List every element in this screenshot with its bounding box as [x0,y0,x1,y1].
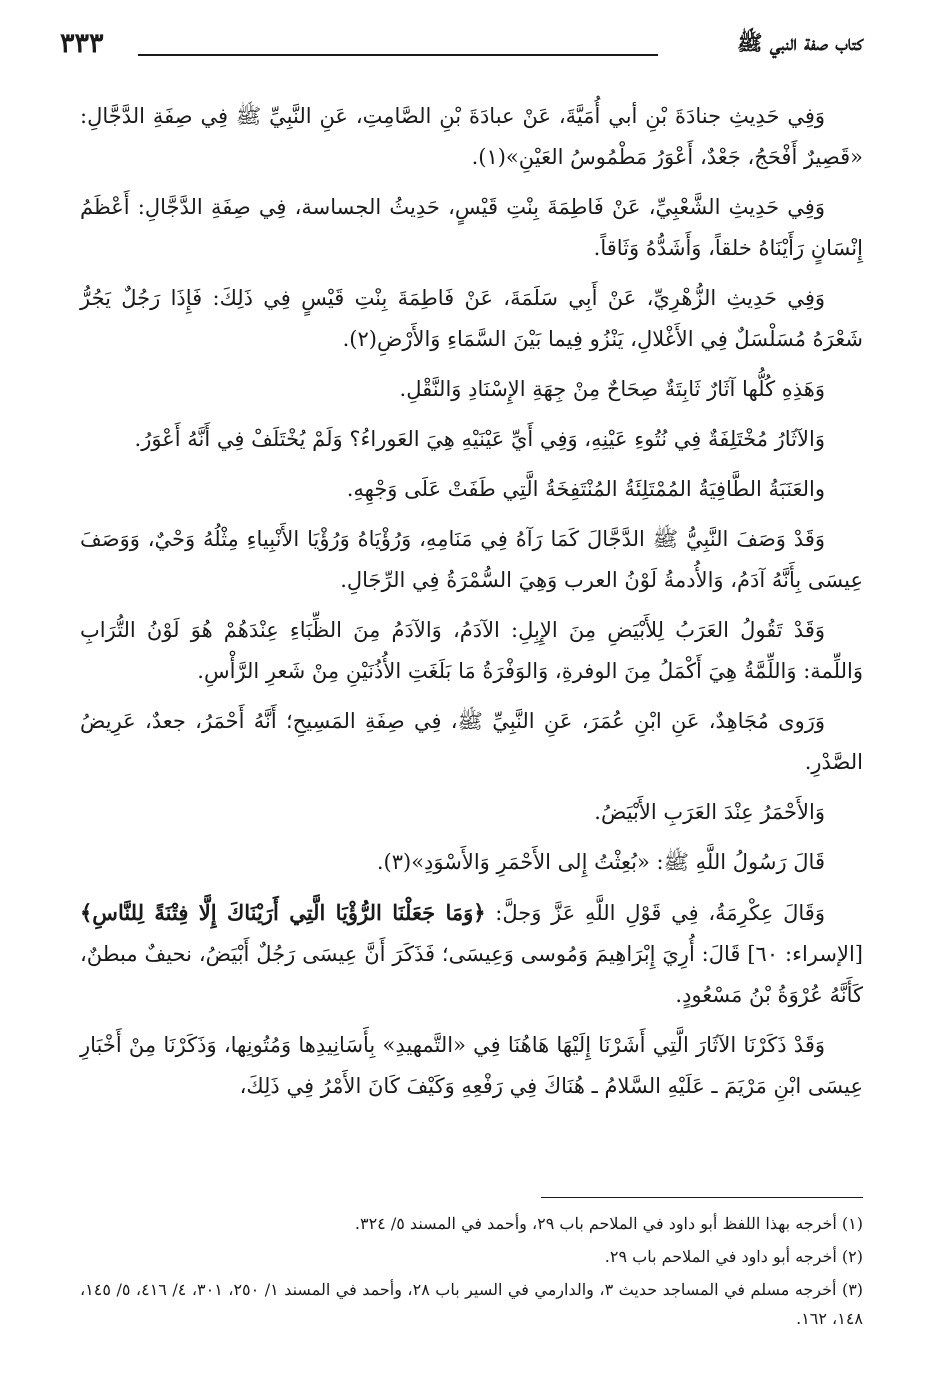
paragraph-shabi-hadith: وَفِي حَدِيثِ الشَّعْبِيِّ، عَنْ فَاطِمَةَ بِنْتِ قَيْسٍ، حَدِيثُ الجساسة، فِي صِفَةِ الدَّجَّالِ: أَعْظَمُ إِنْسَانٍ رَأَيْنَاهُ خلقاً، وَأَشَدُّهُ وَثَاقاً. [80,195,863,260]
page-number: ٣٣٣ [60,28,104,59]
footnote-1: (١) أخرجه بهذا اللفظ أبو داود في الملاحم باب ٢٩، وأحمد في المسند ٥/ ٣٢٤. [354,1214,863,1233]
footnote-3: (٣) أخرجه مسلم في المساجد حديث ٣، والدارمي في السير باب ٢٨، وأحمد في المسند ١/ ٢٥٠، ٣٠١، ٤/ ٤١٦، ٥/ ١٤٥، ١٤٨، ١٦٢. [80,1280,864,1328]
paragraph-ahmar: وَالأَحْمَرُ عِنْدَ العَرَبِ الأَبْيَضُ. [594,800,825,824]
footnotes [80,1209,863,1337]
paragraph-junada-hadith: وَفِي حَدِيثِ جنادَةَ بْنِ أبي أُمَيَّةَ، عَنْ عبادَةَ بْنِ الصَّامِتِ، عَنِ النَّبِيِّ ﷺ فِي صِفَةِ الدَّجَّالِ: «قَصِيرٌ أَفْحَجُ، جَعْدٌ، أَعْوَرُ مَطْمُوسُ العَيْنِ»(١). [80,104,863,169]
footnote-separator [541,1197,863,1198]
book-title: كتاب صفة النبي ﷺ [737,30,863,55]
paragraph-prophet-saying: قَالَ رَسُولُ اللَّهِ ﷺ: «بُعِثْتُ إِلى الأَحْمَرِ وَالأَسْوَدِ»(٣). [376,850,825,874]
ikrima-rest: [الإسراء: ٦٠] قَالَ: أُرِيَ إِبْرَاهِيمَ وَمُوسى وَعِيسَى؛ فَذَكَرَ أَنَّ عِيسَى رَجُلٌ أَبْيَضُ، نحيفٌ مبطنٌ، كَأَنَّهُ عُرْوَةُ بْنُ مَسْعُودٍ. [80,942,863,1007]
running-head [60,30,863,70]
paragraph-colour-terms: وَقَدْ تَقُولُ العَرَبُ لِلأَبْيَضِ مِنَ الإِبِلِ: الآدَمُ، وَالآدَمُ مِنَ الظِّبَاءِ عِنْدَهُمْ هُوَ لَوْنُ التُّرَابِ وَاللِّمة: وَاللِّمَّةُ هِيَ أَكْمَلُ مِنَ الوفرةِ، وَالوَفْرَةُ مَا بَلَغَتِ الأُذُنَيْنِ مِنْ شَعرِ الرَّأْسِ. [80,618,863,683]
paragraph-eye-discussion: وَالآثَارُ مُخْتَلِفَةٌ فِي نُتُوءِ عَيْنِهِ، وَفِي أَيِّ عَيْنَيْهِ هِيَ العَوراءُ؟ وَلَمْ يُخْتَلَفْ فِي أَنَّهُ أَعْوَرُ. [134,427,825,451]
paragraph-tamhid: وَقَدْ ذَكَرْنَا الآثَارَ الَّتِي أَشَرْنَا إِلَيْهَا هَاهُنَا فِي «التَّمهيدِ» بِأَسَانِيدِها وَمُتُونِها، وَذَكَرْنَا مِنْ أَخْبَارِ عِيسَى ابْنِ مَرْيَمَ ـ عَلَيْهِ السَّلامُ ـ هُنَاكَ فِي رَفْعِهِ وَكَيْفَ كَانَ الأَمْرُ فِي ذَلِكَ، [80,1033,863,1098]
paragraph-vision: وَقَدْ وَصَفَ النَّبِيُّ ﷺ الدَّجَّالَ كَمَا رَآهُ فِي مَنَامِهِ، وَرُؤْيَاهُ وَرُؤْيَا الأَنْبِياءِ مِثْلُهُ وَحْيٌ، وَوَصَفَ عِيسَى بِأَنَّهُ آدَمُ، وَالأُدمةُ لَوْنُ العرب وَهِيَ السُّمْرَةُ فِي الرِّجَالِ. [80,527,863,592]
quran-verse: ﴿وَمَا جَعَلْنَا الرُّؤْيَا الَّتِي أَرَيْنَاكَ إِلَّا فِتْنَةً لِلنَّاسِ﴾ [80,900,486,925]
ikrima-intro: وَقَالَ عِكْرِمَةُ، فِي قَوْلِ اللَّهِ عَزَّ وَجلَّ: [485,901,825,925]
paragraph-authenticity: وَهَذِهِ كُلُّها آثَارٌ ثَابِتَةٌ صِحَاحٌ مِنْ جِهَةِ الإِسْنَادِ وَالنَّقْلِ. [399,377,825,401]
main-text [80,96,863,1116]
footnote-2: (٢) أخرجه أبو داود في الملاحم باب ٢٩. [604,1247,863,1266]
paragraph-mujahid: وَرَوى مُجَاهِدٌ، عَنِ ابْنِ عُمَرَ، عَنِ النَّبِيِّ ﷺ، فِي صِفَةِ المَسِيحِ؛ أَنَّهُ أَحْمَرُ، جعدٌ، عَرِيضُ الصَّدْرِ. [80,709,863,774]
paragraph-ikrima [80,892,863,1016]
paragraph-zuhri-hadith: وَفِي حَدِيثِ الزُّهْرِيِّ، عَنْ أَبِي سَلَمَةَ، عَنْ فَاطِمَةَ بِنْتِ قَيْسٍ فِي ذَلِكَ: فَإِذَا رَجُلٌ يَجُرُّ شَعْرَهُ مُسَلْسَلٌ فِي الأَغْلالِ، يَنْزُو فِيما بَيْنَ السَّمَاءِ وَالأَرْضِ(٢). [80,286,863,351]
paragraph-grape: والعَنَبَةُ الطَّافِيَةُ المُمْتَلِئَةُ المُنْتَفِخَةُ الَّتِي طَفَتْ عَلَى وَجْهِهِ. [346,477,825,501]
header-rule [138,54,658,56]
